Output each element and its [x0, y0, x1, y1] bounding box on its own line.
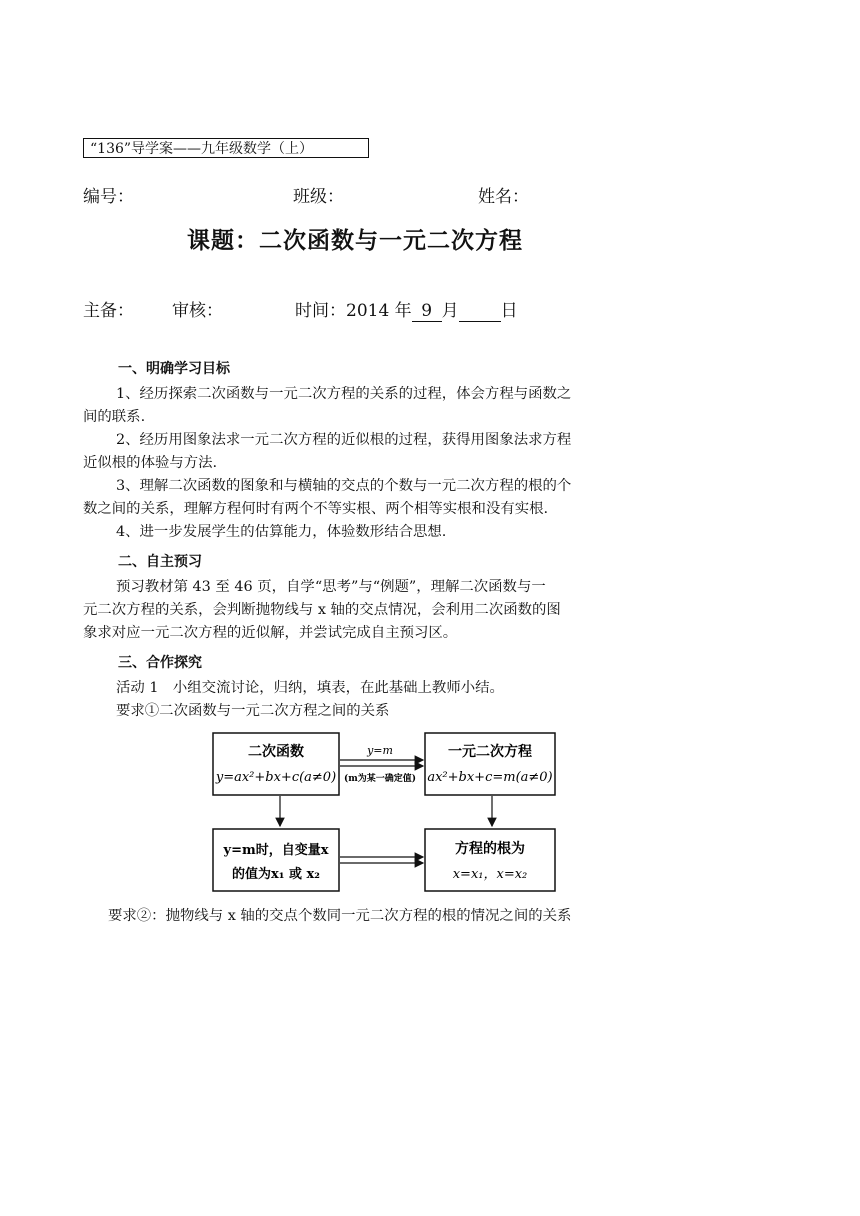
date-day-blank: [459, 301, 501, 322]
goal-2-line-1: 2、经历用图象法求一元二次方程的近似根的过程，获得用图象法求方程: [116, 432, 572, 448]
function-box-formula: y=ax²+bx+c(a≠0): [215, 770, 337, 785]
goal-2-line-2: 近似根的体验与方法.: [83, 455, 218, 471]
prepared-by-label: 主备：: [83, 301, 134, 321]
preview-line-1: 预习教材第 43 至 46 页，自学“思考”与“例题”，理解二次函数与一: [116, 579, 546, 595]
series-header: “136”导学案——九年级数学（上）: [83, 138, 369, 158]
date-prefix: 时间：2014 年: [295, 301, 412, 321]
goal-1-line-1: 1、经历探索二次函数与一元二次方程的关系的过程，体会方程与函数之: [116, 386, 572, 402]
equation-box-title: 一元二次方程: [448, 744, 532, 760]
roots-box-title: 方程的根为: [455, 841, 525, 857]
name-label: 姓名：: [478, 187, 529, 207]
goal-3-line-1: 3、理解二次函数的图象和与横轴的交点的个数与一元二次方程的根的个: [116, 478, 572, 494]
date-month-suffix: 月: [441, 301, 459, 321]
equation-box-formula: ax²+bx+c=m(a≠0): [427, 770, 553, 785]
lesson-title: 课题：二次函数与一元二次方程: [187, 228, 523, 254]
goal-4-line-1: 4、进一步发展学生的估算能力，体验数形结合思想.: [116, 524, 447, 540]
requirement-2: 要求②：抛物线与 x 轴的交点个数同一元二次方程的根的情况之间的关系: [108, 908, 572, 924]
date-day-suffix: 日: [500, 301, 518, 321]
equation-box: [425, 733, 555, 795]
top-arrow-note: (m为某一确定值): [343, 774, 417, 784]
requirement-1: 要求①二次函数与一元二次方程之间的关系: [116, 703, 390, 719]
class-label: 班级：: [293, 187, 344, 207]
reviewed-by-label: 审核：: [172, 301, 223, 321]
section-heading-1: 一、明确学习目标: [118, 361, 230, 377]
number-label: 编号：: [83, 187, 134, 207]
section-heading-2: 二、自主预习: [118, 554, 202, 570]
function-box-title: 二次函数: [248, 744, 304, 760]
goal-3-line-2: 数之间的关系，理解方程何时有两个不等实根、两个相等实根和没有实根.: [83, 501, 549, 517]
preview-line-2: 元二次方程的关系，会判断抛物线与 x 轴的交点情况，会利用二次函数的图: [83, 602, 561, 618]
date-month: 9: [412, 301, 442, 322]
activity-1: 活动 1 小组交流讨论，归纳，填表，在此基础上教师小结。: [116, 680, 504, 696]
variable-box-line-1: y=m时，自变量x: [223, 843, 329, 858]
roots-box-formula: x=x₁，x=x₂: [452, 867, 528, 882]
function-box: [213, 733, 339, 795]
goal-1-line-2: 间的联系.: [83, 409, 146, 425]
preview-line-3: 象求对应一元二次方程的近似解，并尝试完成自主预习区。: [83, 625, 458, 641]
section-heading-3: 三、合作探究: [118, 655, 202, 671]
variable-box-line-2: 的值为x₁ 或 x₂: [232, 867, 320, 882]
date-line: [295, 296, 518, 322]
top-arrow-label: y=m: [367, 744, 393, 757]
relationship-diagram: [212, 732, 560, 894]
